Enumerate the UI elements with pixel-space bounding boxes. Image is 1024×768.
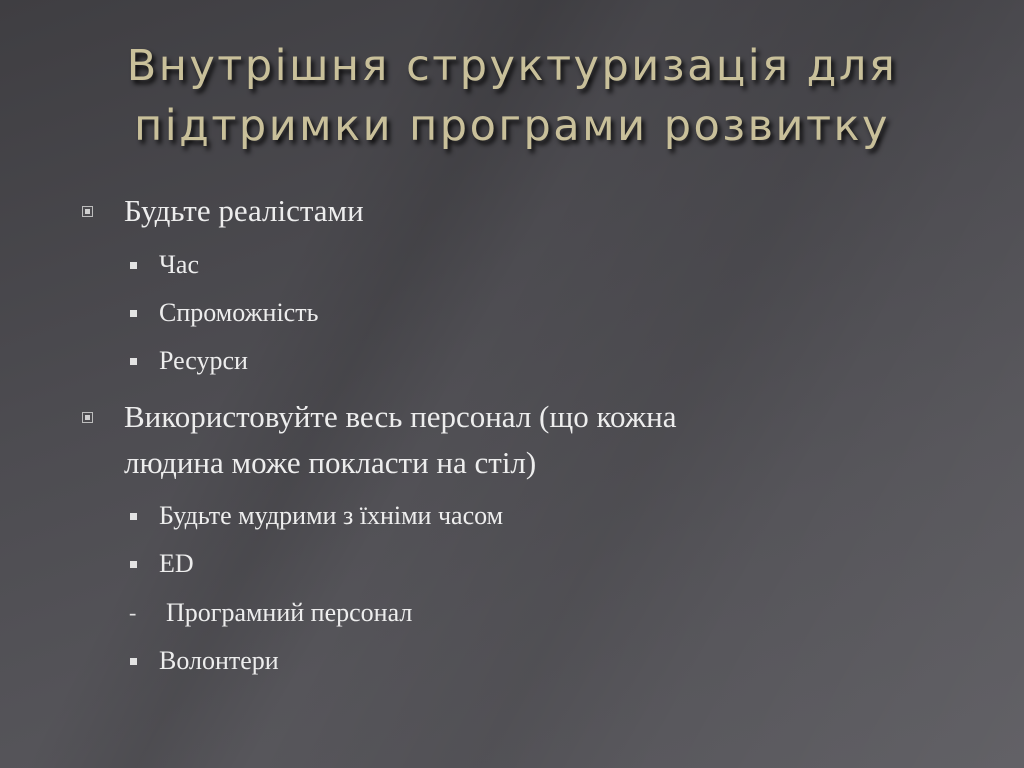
bullet-1-sub-1: Час (159, 250, 199, 279)
small-square-bullet-icon (130, 310, 137, 317)
slide-title-line-1: Внутрішня структуризація для (126, 41, 898, 91)
dash-bullet-marker: - (129, 600, 137, 625)
bullet-2-text-line-1: Використовуйте весь персонал (що кожна (124, 399, 677, 434)
bullet-2-sub-2: ED (159, 549, 194, 578)
bullet-2-text-line-2: людина може покласти на стіл) (124, 445, 537, 480)
small-square-bullet-icon (130, 262, 137, 269)
square-bullet-icon (82, 206, 93, 217)
bullet-2-sub-1: Будьте мудрими з їхніми часом (159, 501, 504, 530)
bullet-1-sub-3: Ресурси (159, 346, 248, 375)
small-square-bullet-icon (130, 358, 137, 365)
square-bullet-icon (82, 412, 93, 423)
bullet-1-text: Будьте реалістами (124, 193, 364, 228)
small-square-bullet-icon (130, 658, 137, 665)
bullet-1-sub-2: Спроможність (159, 298, 319, 327)
bullet-2-sub-3: Програмний персонал (166, 598, 413, 627)
small-square-bullet-icon (130, 513, 137, 520)
small-square-bullet-icon (130, 561, 137, 568)
bullet-2-sub-4: Волонтери (159, 646, 279, 675)
slide-title-line-2: підтримки програми розвитку (134, 101, 890, 151)
